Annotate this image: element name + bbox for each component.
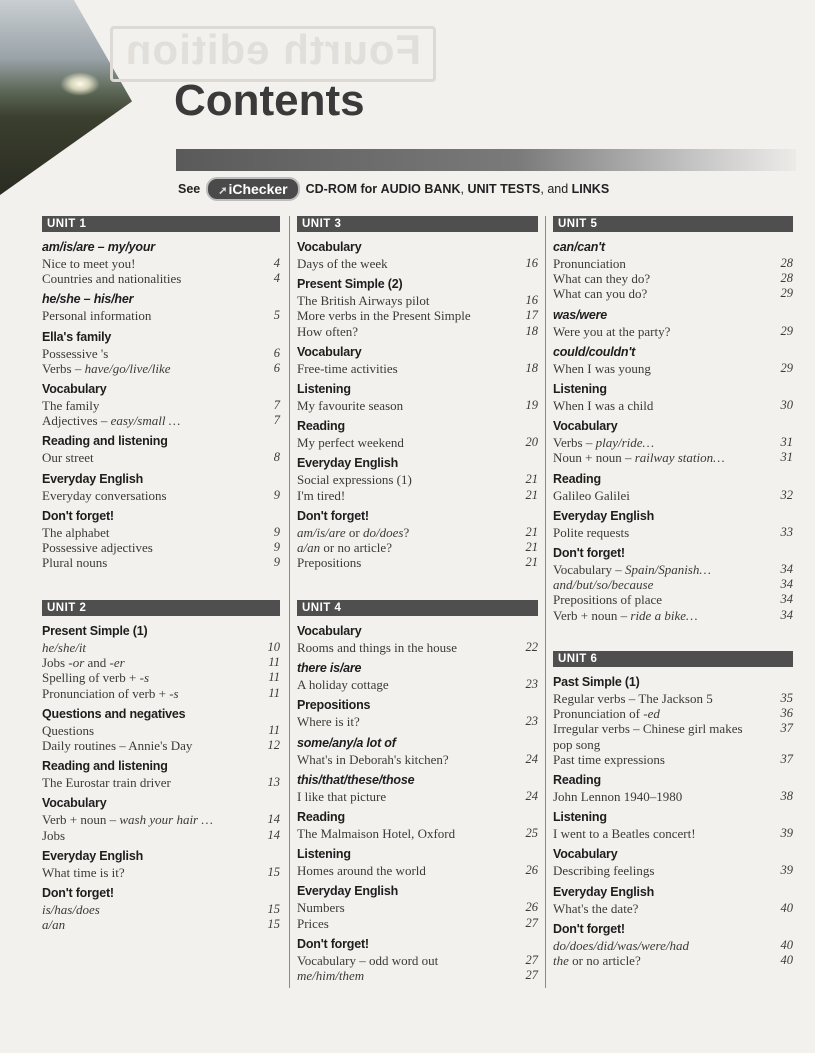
toc-entry[interactable]: me/him/them bbox=[297, 968, 365, 983]
section-title: Vocabulary bbox=[297, 344, 362, 359]
toc-entry[interactable]: Verbs – have/go/live/like bbox=[42, 360, 171, 376]
toc-entry[interactable]: am/is/are or do/does? bbox=[297, 524, 410, 540]
section-title: Listening bbox=[297, 847, 351, 862]
toc-entry[interactable]: Homes around the world bbox=[297, 863, 426, 879]
page-number: 11 bbox=[268, 685, 280, 700]
page-number: 40 bbox=[780, 953, 793, 967]
section-title: there is/are bbox=[297, 661, 362, 676]
section-title: Everyday English bbox=[42, 471, 144, 486]
page-number: 11 bbox=[268, 655, 280, 670]
toc-entry[interactable]: Polite requests bbox=[553, 524, 630, 540]
page-number: 17 bbox=[525, 308, 538, 323]
page-number: 34 bbox=[780, 577, 793, 592]
toc-entry[interactable]: Possessive adjectives bbox=[42, 540, 153, 555]
page-number: 15 bbox=[267, 864, 280, 879]
toc-entry[interactable]: Prepositions bbox=[297, 555, 362, 571]
toc-entry[interactable]: A holiday cottage bbox=[297, 677, 389, 693]
toc-entry[interactable]: What's in Deborah's kitchen? bbox=[297, 751, 449, 767]
page-number: 35 bbox=[780, 691, 793, 705]
toc-entry[interactable]: Pronunciation of verb + -s bbox=[42, 685, 179, 701]
toc-entry[interactable]: and/but/so/because bbox=[553, 577, 654, 593]
section-title: Everyday English bbox=[42, 848, 144, 863]
section-title: could/couldn't bbox=[553, 344, 636, 359]
page-number: 15 bbox=[267, 917, 280, 932]
toc-entry[interactable]: Spelling of verb + -s bbox=[42, 670, 149, 686]
page-number: 23 bbox=[525, 677, 538, 692]
toc-entry[interactable]: Days of the week bbox=[297, 256, 388, 271]
page-number: 36 bbox=[780, 706, 793, 721]
ghost-edition-text: Fourth edition bbox=[124, 26, 422, 73]
page-number: 29 bbox=[780, 360, 793, 375]
page-number: 10 bbox=[267, 640, 280, 654]
cdrom-text: CD-ROM for AUDIO BANK, UNIT TESTS, and LINKS bbox=[305, 182, 610, 196]
section-title: Past Simple (1) bbox=[553, 675, 640, 689]
toc-entry[interactable]: Noun + noun – railway station… bbox=[553, 450, 725, 466]
toc-entry[interactable]: Prepositions of place bbox=[553, 592, 663, 608]
section-title: this/that/these/those bbox=[297, 772, 415, 787]
toc-entry[interactable]: Free-time activities bbox=[297, 360, 398, 376]
page-number: 4 bbox=[273, 271, 280, 286]
toc-entry[interactable]: is/has/does bbox=[42, 902, 100, 917]
page-number: 32 bbox=[780, 487, 793, 502]
page-number: 11 bbox=[268, 722, 280, 737]
page-number: 19 bbox=[525, 398, 538, 412]
page-number: 21 bbox=[525, 555, 538, 570]
toc-entry[interactable]: What time is it? bbox=[42, 864, 125, 880]
section-title: was/were bbox=[553, 307, 607, 322]
ichecker-label: iChecker bbox=[228, 181, 288, 197]
toc-entry[interactable]: The British Airways pilot bbox=[297, 293, 430, 309]
page-number: 39 bbox=[780, 826, 793, 841]
title-rule-bar bbox=[176, 149, 796, 171]
see-label: See bbox=[178, 182, 201, 196]
toc-entry[interactable]: Were you at the party? bbox=[553, 323, 671, 339]
page-number: 25 bbox=[525, 826, 538, 840]
page-number: 27 bbox=[525, 968, 538, 982]
page-number: 30 bbox=[780, 398, 793, 412]
page-number: 37 bbox=[780, 721, 793, 736]
page-number: 6 bbox=[273, 345, 280, 360]
page-number: 24 bbox=[525, 788, 538, 803]
toc-entry[interactable]: Personal information bbox=[42, 308, 152, 324]
section-title: Listening bbox=[297, 382, 351, 396]
toc-entry[interactable]: Regular verbs – The Jackson 5 bbox=[553, 691, 713, 706]
unit-header: UNIT 5 bbox=[553, 216, 793, 232]
toc-entry[interactable]: My perfect weekend bbox=[297, 435, 404, 451]
page-number: 29 bbox=[780, 286, 793, 301]
toc-entry[interactable]: Vocabulary – odd word out bbox=[297, 952, 439, 968]
section-title: Everyday English bbox=[553, 508, 655, 523]
section-title: Reading bbox=[553, 471, 601, 486]
page-number: 27 bbox=[525, 952, 538, 967]
toc-entry[interactable]: the or no article? bbox=[553, 953, 641, 968]
toc-entry[interactable]: Our street bbox=[42, 450, 94, 466]
toc-entry[interactable]: When I was a child bbox=[553, 398, 654, 413]
toc-entry[interactable]: When I was young bbox=[553, 360, 651, 376]
toc-entry[interactable]: Describing feelings bbox=[553, 863, 655, 879]
toc-entry[interactable]: Rooms and things in the house bbox=[297, 640, 457, 655]
cdrom-notice bbox=[178, 178, 609, 200]
toc-entry[interactable]: The Eurostar train driver bbox=[42, 775, 171, 791]
page-number: 14 bbox=[267, 827, 280, 842]
column-divider bbox=[545, 216, 546, 988]
toc-entry[interactable]: I like that picture bbox=[297, 788, 387, 804]
section-title: Don't forget! bbox=[42, 886, 114, 900]
page-number: 33 bbox=[780, 524, 793, 539]
toc-entry[interactable]: Galileo Galilei bbox=[553, 487, 630, 503]
toc-entry[interactable]: he/she/it bbox=[42, 640, 87, 655]
toc-entry[interactable]: pop song bbox=[553, 736, 601, 752]
section-title: Reading bbox=[297, 419, 345, 434]
section-title: Reading bbox=[553, 773, 601, 787]
section-title: Ella's family bbox=[42, 329, 112, 344]
toc-entry[interactable]: do/does/did/was/were/had bbox=[553, 937, 690, 953]
unit-header: UNIT 1 bbox=[42, 216, 280, 232]
section-title: Vocabulary bbox=[42, 382, 107, 396]
toc-entry[interactable]: I'm tired! bbox=[297, 487, 346, 503]
page-number: 18 bbox=[525, 360, 538, 375]
toc-entry[interactable]: Vocabulary – Spain/Spanish… bbox=[553, 562, 711, 577]
section-title: some/any/a lot of bbox=[297, 735, 396, 750]
page-number: 21 bbox=[525, 540, 538, 554]
column-divider bbox=[289, 216, 290, 988]
toc-entry[interactable]: Jobs bbox=[42, 827, 66, 843]
toc-entry[interactable]: The alphabet bbox=[42, 524, 110, 540]
toc-entry[interactable]: Everyday conversations bbox=[42, 487, 167, 503]
toc-entry[interactable]: Pronunciation bbox=[553, 256, 626, 271]
page-number: 15 bbox=[267, 902, 280, 916]
page-number: 29 bbox=[780, 323, 793, 338]
toc-entry[interactable]: John Lennon 1940–1980 bbox=[553, 789, 683, 804]
page-number: 21 bbox=[525, 524, 538, 539]
toc-entry[interactable]: a/an or no article? bbox=[297, 540, 392, 555]
section-title: Vocabulary bbox=[297, 624, 362, 638]
page-number: 27 bbox=[525, 915, 538, 930]
section-title: Don't forget! bbox=[553, 546, 625, 560]
toc-entry[interactable]: My favourite season bbox=[297, 398, 404, 413]
toc-entry[interactable]: Daily routines – Annie's Day bbox=[42, 738, 193, 753]
section-title: Reading and listening bbox=[42, 434, 168, 449]
toc-entry[interactable]: I went to a Beatles concert! bbox=[553, 826, 696, 842]
page-number: 28 bbox=[780, 271, 793, 286]
toc-entry[interactable]: Where is it? bbox=[297, 714, 360, 730]
page-number: 40 bbox=[780, 937, 793, 952]
page-number: 38 bbox=[780, 789, 793, 803]
page-number: 5 bbox=[273, 308, 280, 323]
toc-entry[interactable]: How often? bbox=[297, 323, 359, 339]
page-number: 31 bbox=[780, 450, 793, 465]
toc-entry[interactable]: Countries and nationalities bbox=[42, 271, 182, 287]
section-title: Don't forget! bbox=[42, 508, 114, 523]
toc-entry[interactable]: Jobs -or and -er bbox=[42, 655, 125, 671]
page-number: 4 bbox=[273, 256, 280, 270]
section-title: Vocabulary bbox=[553, 419, 618, 434]
cursor-icon: ➚ bbox=[218, 185, 228, 197]
section-title: Listening bbox=[553, 382, 607, 396]
toc-entry[interactable]: The family bbox=[42, 398, 100, 413]
page-number: 16 bbox=[525, 256, 538, 270]
section-title: Questions and negatives bbox=[42, 706, 186, 721]
page-title: Contents bbox=[174, 76, 365, 125]
page-number: 13 bbox=[267, 775, 280, 790]
page-number: 12 bbox=[267, 738, 280, 752]
section-title: Vocabulary bbox=[297, 240, 362, 254]
section-title: Vocabulary bbox=[553, 847, 618, 862]
toc-entry[interactable]: Past time expressions bbox=[553, 751, 665, 767]
section-title: Present Simple (2) bbox=[297, 277, 403, 292]
page-number: 9 bbox=[273, 540, 280, 554]
ichecker-badge bbox=[206, 177, 299, 201]
page-number: 28 bbox=[780, 256, 793, 270]
page-number: 11 bbox=[268, 670, 280, 685]
page-number: 21 bbox=[525, 472, 538, 487]
toc-entry[interactable]: Verbs – play/ride… bbox=[553, 435, 655, 451]
page-number: 16 bbox=[525, 293, 538, 308]
toc-entry[interactable]: Social expressions (1) bbox=[297, 472, 412, 488]
page-number: 26 bbox=[525, 863, 538, 878]
toc-entry[interactable]: More verbs in the Present Simple bbox=[297, 308, 471, 324]
unit-header: UNIT 2 bbox=[42, 600, 280, 616]
section-title: Prepositions bbox=[297, 698, 371, 713]
toc-entry[interactable]: Possessive 's bbox=[42, 345, 109, 361]
section-title: he/she – his/her bbox=[42, 292, 134, 307]
page-number: 34 bbox=[780, 562, 793, 576]
page-number: 7 bbox=[273, 413, 280, 428]
page-number: 31 bbox=[780, 435, 793, 450]
page-number: 37 bbox=[780, 751, 793, 766]
section-title: Everyday English bbox=[553, 884, 655, 899]
page-number: 21 bbox=[525, 487, 538, 502]
page-number: 7 bbox=[273, 398, 280, 412]
toc-entry[interactable]: Pronunciation of -ed bbox=[553, 706, 660, 722]
page-number: 34 bbox=[780, 592, 793, 607]
section-title: Vocabulary bbox=[42, 796, 107, 811]
page-number: 26 bbox=[525, 900, 538, 915]
page-number: 8 bbox=[273, 450, 280, 465]
page-number: 23 bbox=[525, 714, 538, 729]
toc-entry[interactable]: Prices bbox=[297, 915, 329, 931]
section-title: Listening bbox=[553, 810, 607, 825]
toc-entry[interactable]: a/an bbox=[42, 917, 66, 933]
toc-entry[interactable]: Verb + noun – ride a bike… bbox=[553, 607, 698, 623]
section-title: Don't forget! bbox=[553, 921, 625, 936]
page-number: 20 bbox=[525, 435, 538, 450]
page-number: 9 bbox=[273, 524, 280, 539]
unit-header: UNIT 3 bbox=[297, 216, 538, 232]
page-number: 6 bbox=[273, 360, 280, 375]
section-title: Everyday English bbox=[297, 884, 399, 899]
page-number: 18 bbox=[525, 323, 538, 338]
toc-entry[interactable]: What can they do? bbox=[553, 271, 651, 287]
section-title: Don't forget! bbox=[297, 936, 369, 951]
toc-entry[interactable]: Irregular verbs – Chinese girl makes bbox=[553, 721, 743, 737]
page-number: 34 bbox=[780, 607, 793, 622]
section-title: Reading bbox=[297, 810, 345, 824]
page-number: 9 bbox=[273, 487, 280, 502]
toc-entry[interactable]: What can you do? bbox=[553, 286, 648, 302]
page-number: 24 bbox=[525, 751, 538, 766]
toc-entry[interactable]: The Malmaison Hotel, Oxford bbox=[297, 826, 456, 841]
section-title: Present Simple (1) bbox=[42, 624, 148, 638]
toc-entry[interactable]: Plural nouns bbox=[42, 555, 108, 571]
section-title: can/can't bbox=[553, 240, 605, 254]
unit-header: UNIT 4 bbox=[297, 600, 538, 616]
page-number: 40 bbox=[780, 900, 793, 915]
section-title: Don't forget! bbox=[297, 508, 369, 523]
toc-entry[interactable]: Adjectives – easy/small … bbox=[42, 413, 181, 429]
section-title: Reading and listening bbox=[42, 759, 168, 774]
toc-entry[interactable]: Questions bbox=[42, 722, 94, 738]
page-number: 22 bbox=[525, 640, 538, 654]
section-title: am/is/are – my/your bbox=[42, 240, 155, 254]
section-title: Everyday English bbox=[297, 456, 399, 471]
page-number: 39 bbox=[780, 863, 793, 878]
page-number: 9 bbox=[273, 555, 280, 570]
toc-entry[interactable]: Verb + noun – wash your hair … bbox=[42, 812, 213, 828]
toc-entry[interactable]: What's the date? bbox=[553, 900, 639, 916]
toc-entry[interactable]: Nice to meet you! bbox=[42, 256, 136, 271]
page-number: 14 bbox=[267, 812, 280, 827]
toc-entry[interactable]: Numbers bbox=[297, 900, 345, 916]
unit-header: UNIT 6 bbox=[553, 651, 793, 667]
